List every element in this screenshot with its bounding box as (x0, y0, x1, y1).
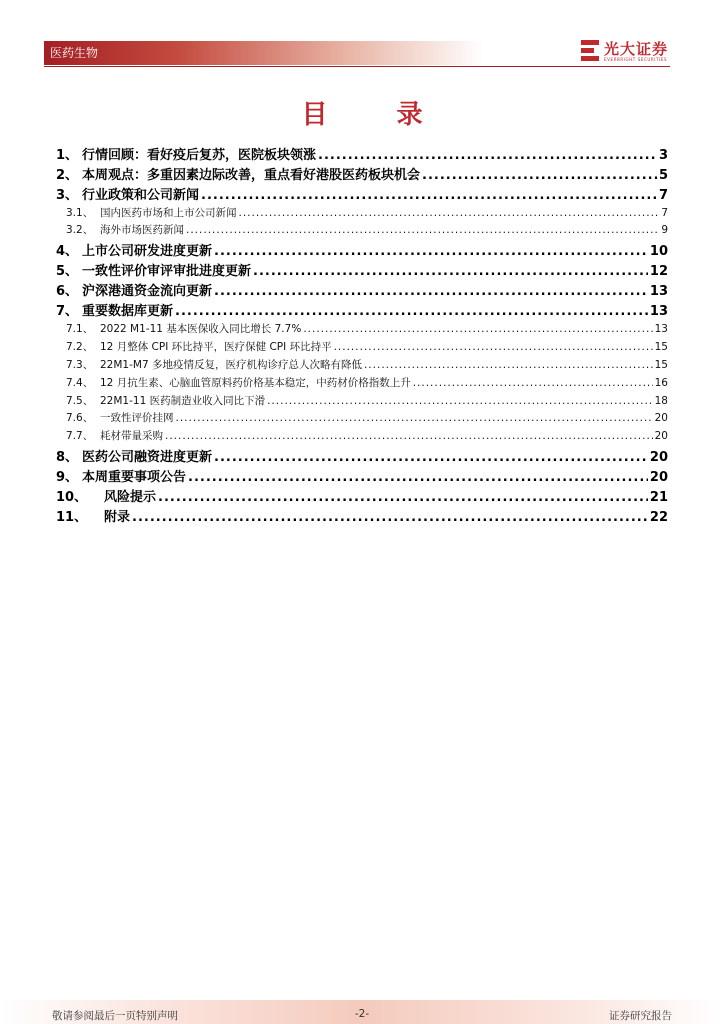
toc-label: 风险提示 (104, 490, 157, 505)
toc-label: 一致性评价挂网 (100, 412, 174, 424)
toc-label: 2022 M1-11 基本医保收入同比增长 7.7% (100, 323, 302, 335)
toc-entry[interactable] (56, 486, 668, 506)
toc-page: 15 (654, 359, 668, 371)
toc-leader (214, 284, 648, 299)
toc-leader (413, 377, 653, 389)
toc-number: 5、 (56, 264, 79, 279)
toc-page: 20 (649, 450, 668, 465)
toc-subentry[interactable] (56, 205, 668, 222)
disclaimer-note: 敬请参阅最后一页特别声明 (52, 1010, 178, 1022)
toc-label: 国内医药市场和上市公司新闻 (100, 207, 237, 219)
toc-title: 目 录 (301, 100, 453, 130)
toc-leader (214, 450, 648, 465)
toc-number: 4、 (56, 244, 79, 259)
toc-leader (422, 168, 657, 183)
toc-page: 16 (654, 377, 668, 389)
toc-page: 13 (649, 284, 668, 299)
toc-number: 7.7、 (66, 430, 94, 442)
toc-label: 重要数据库更新 (82, 304, 174, 319)
toc-leader (214, 244, 648, 259)
toc-subentry[interactable] (56, 222, 668, 239)
toc-subentry[interactable] (56, 339, 668, 356)
toc-entry[interactable] (56, 144, 668, 164)
page-number: -2- (354, 1008, 370, 1020)
toc-leader (318, 148, 657, 163)
toc-leader (188, 470, 648, 485)
toc-leader (253, 264, 648, 279)
toc-label: 耗材带量采购 (100, 430, 163, 442)
sector-label: 医药生物 (50, 46, 99, 60)
logo-name: 光大证券 (604, 40, 669, 58)
toc-number: 7.4、 (66, 377, 94, 389)
toc-page: 15 (654, 341, 668, 353)
toc-page: 3 (658, 148, 668, 163)
toc-number: 1、 (56, 148, 79, 163)
toc-label: 医药公司融资进度更新 (82, 450, 213, 465)
toc-number: 3、 (56, 188, 79, 203)
toc-label: 海外市场医药新闻 (100, 224, 184, 236)
toc-label: 上市公司研发进度更新 (82, 244, 213, 259)
toc-page: 21 (649, 490, 668, 505)
toc-leader (158, 490, 648, 505)
toc-label: 12 月整体 CPI 环比持平，医疗保健 CPI 环比持平 (100, 341, 332, 353)
toc-entry[interactable] (56, 280, 668, 300)
toc-number: 2、 (56, 168, 79, 183)
toc-leader (267, 395, 653, 407)
toc-subentry[interactable] (56, 393, 668, 410)
toc-label: 本周重要事项公告 (82, 470, 187, 485)
toc-subentry[interactable] (56, 321, 668, 338)
toc-leader (165, 430, 653, 442)
toc-subentry[interactable] (56, 410, 668, 427)
toc-entry[interactable] (56, 260, 668, 280)
header-band (44, 41, 484, 65)
toc-number: 11、 (56, 510, 88, 525)
toc-leader (364, 359, 653, 371)
toc-number: 7.3、 (66, 359, 94, 371)
toc-number: 3.2、 (66, 224, 94, 236)
toc-leader (176, 412, 653, 424)
toc-number: 7.5、 (66, 395, 94, 407)
toc-label: 附录 (104, 510, 131, 525)
toc-leader (334, 341, 653, 353)
toc-number: 6、 (56, 284, 79, 299)
toc-entry[interactable] (56, 184, 668, 204)
toc-label: 沪深港通资金流向更新 (82, 284, 213, 299)
toc-number: 3.1、 (66, 207, 94, 219)
toc-page: 9 (661, 224, 668, 236)
toc-leader (175, 304, 648, 319)
toc-label: 行情回顾：看好疫后复苏，医院板块领涨 (82, 148, 317, 163)
logo-en: EVERBRIGHT SECURITIES (604, 57, 668, 62)
toc-number: 8、 (56, 450, 79, 465)
toc-page: 20 (654, 430, 668, 442)
toc-page: 13 (649, 304, 668, 319)
toc-page: 13 (654, 323, 668, 335)
toc-entry[interactable] (56, 446, 668, 466)
toc-entry[interactable] (56, 466, 668, 486)
toc-page: 7 (661, 207, 668, 219)
toc-label: 一致性评价审评审批进度更新 (82, 264, 252, 279)
toc-number: 10、 (56, 490, 88, 505)
logo-mark-icon (581, 40, 599, 62)
toc-subentry[interactable] (56, 428, 668, 445)
toc-number: 7、 (56, 304, 79, 319)
toc-label: 本周观点：多重因素边际改善，重点看好港股医药板块机会 (82, 168, 421, 183)
toc-entry[interactable] (56, 164, 668, 184)
toc-page: 20 (649, 470, 668, 485)
toc-number: 7.1、 (66, 323, 94, 335)
toc-label: 22M1-M7 多地疫情反复，医疗机构诊疗总人次略有降低 (100, 359, 362, 371)
toc-entry[interactable] (56, 240, 668, 260)
toc-subentry[interactable] (56, 375, 668, 392)
toc-entry[interactable] (56, 506, 668, 526)
toc-number: 7.2、 (66, 341, 94, 353)
toc-page: 18 (654, 395, 668, 407)
toc-subentry[interactable] (56, 357, 668, 374)
company-logo (581, 38, 681, 66)
header-divider (44, 66, 670, 67)
toc-page: 10 (649, 244, 668, 259)
toc-page: 12 (649, 264, 668, 279)
toc-page: 5 (658, 168, 668, 183)
toc-leader (201, 188, 657, 203)
toc-label: 12 月抗生素、心脑血管原料药价格基本稳定，中药材价格指数上升 (100, 377, 411, 389)
toc-page: 7 (658, 188, 668, 203)
toc-number: 7.6、 (66, 412, 94, 424)
toc-leader (186, 224, 659, 236)
toc-leader (239, 207, 660, 219)
toc-label: 22M1-11 医药制造业收入同比下滑 (100, 395, 266, 407)
toc-leader (132, 510, 648, 525)
toc-page: 22 (649, 510, 668, 525)
report-type: 证券研究报告 (609, 1010, 672, 1022)
toc-entry[interactable] (56, 300, 668, 320)
toc-leader (303, 323, 652, 335)
toc-number: 9、 (56, 470, 79, 485)
toc-label: 行业政策和公司新闻 (82, 188, 200, 203)
toc-page: 20 (654, 412, 668, 424)
